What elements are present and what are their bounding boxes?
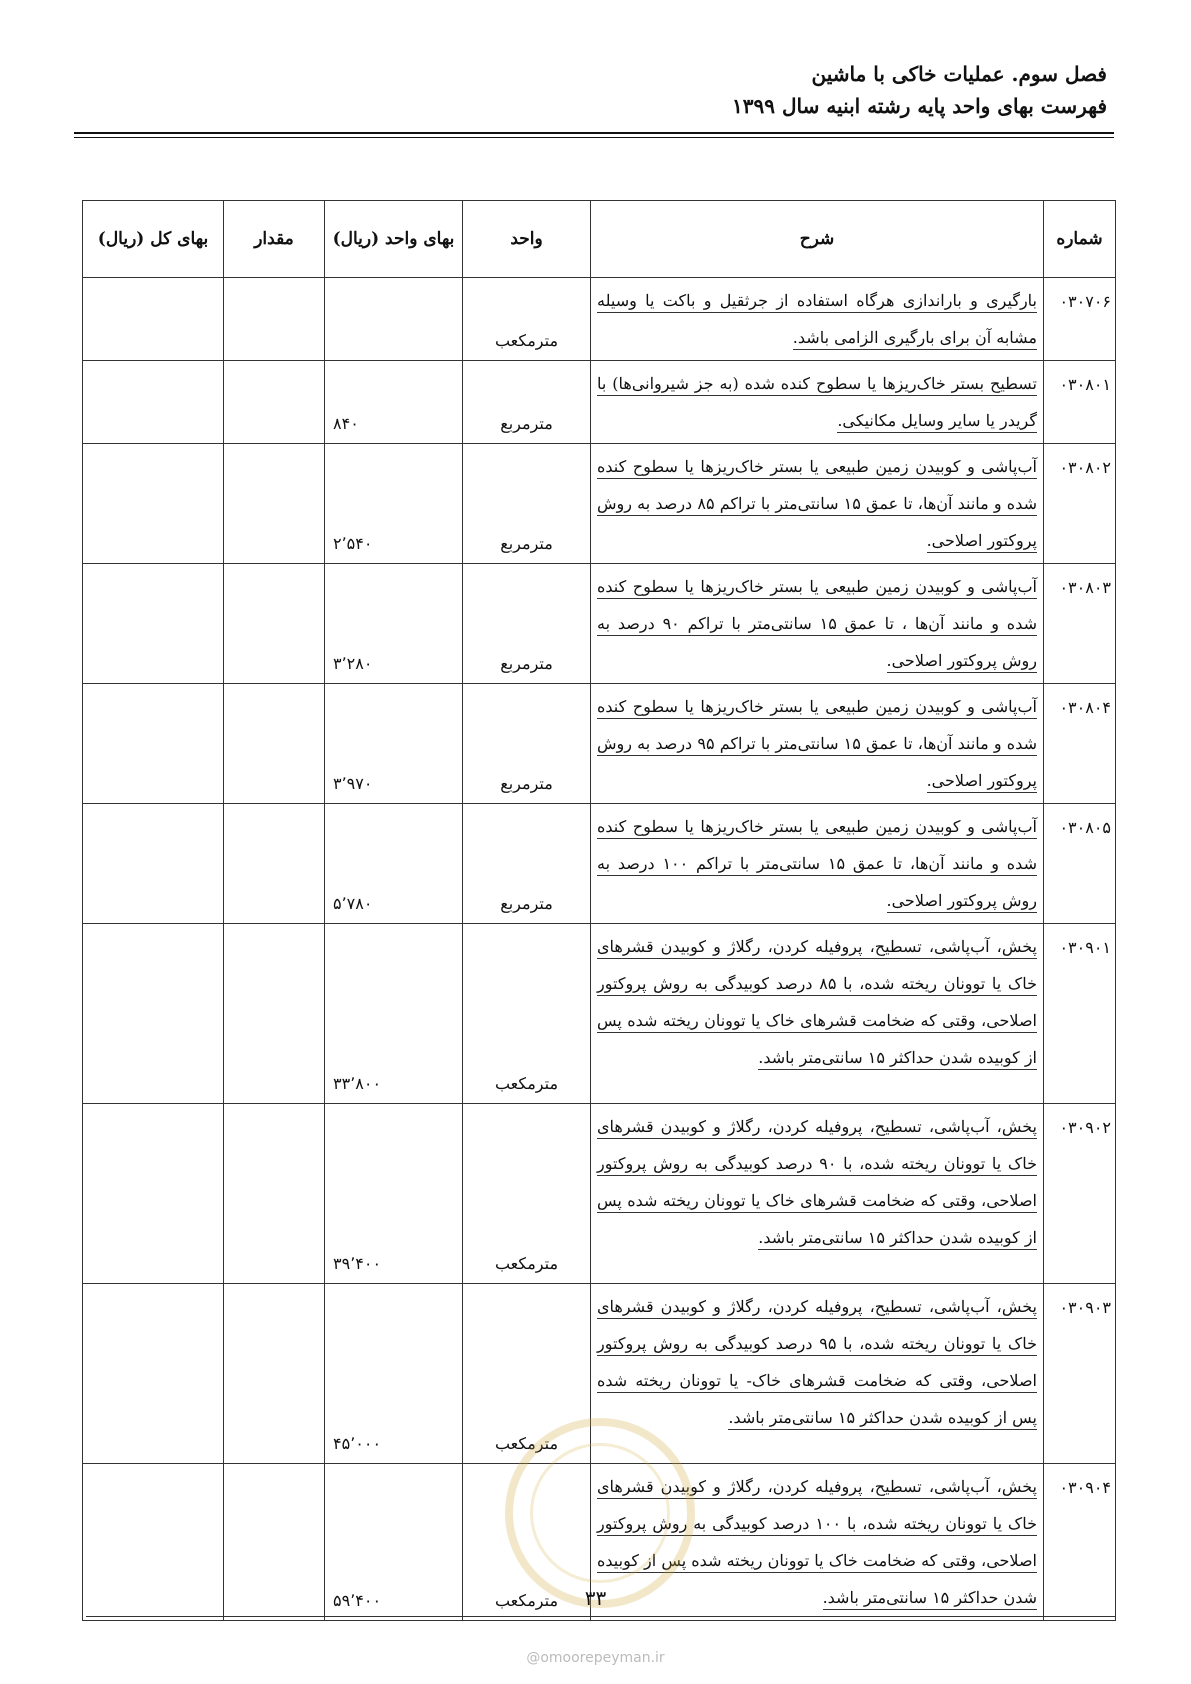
header-quantity: مقدار — [224, 201, 325, 278]
header-unit-price: بهای واحد (ریال) — [325, 201, 463, 278]
header-total-price: بهای کل (ریال) — [83, 201, 224, 278]
table-row — [83, 564, 1116, 684]
item-quantity[interactable] — [224, 564, 325, 684]
table-row — [83, 924, 1116, 1104]
chapter-title: فصل سوم. عملیات خاکی با ماشین — [811, 62, 1107, 86]
item-description-text: آب‌پاشی و کوبیدن زمین طبیعی یا بستر خاک‌ریزها یا سطوح کنده شده و مانند آن‌ها ، تا عمق ۱۵ سانتی‌متر با تراکم ۹۰ درصد به روش پروکتور اصلاحی. — [597, 577, 1037, 673]
item-code: ۰۳۰۸۰۴ — [1044, 684, 1116, 804]
item-quantity[interactable] — [224, 804, 325, 924]
item-code: ۰۳۰۹۰۱ — [1044, 924, 1116, 1104]
item-description-text: پخش، آب‌پاشی، تسطیح، پروفیله کردن، رگلاژ و کوبیدن قشرهای خاک یا توونان ریخته شده، با ۹۰ درصد کوبیدگی به روش پروکتور اصلاحی، وقتی که ضخامت قشرهای خاک یا توونان ریخته شده پس از کوبیده شدن حداکثر ۱۵ سانتی‌متر باشد. — [597, 1117, 1037, 1250]
header-rule-thin — [74, 137, 1114, 138]
item-description-text: آب‌پاشی و کوبیدن زمین طبیعی یا بستر خاک‌ریزها یا سطوح کنده شده و مانند آن‌ها، تا عمق ۱۵ سانتی‌متر با تراکم ۹۵ درصد به روش پروکتور اصلاحی. — [597, 697, 1037, 793]
header-code: شماره — [1044, 201, 1116, 278]
item-quantity[interactable] — [224, 924, 325, 1104]
item-description-text: تسطیح بستر خاک‌ریزها یا سطوح کنده شده (به جز شیروانی‌ها) با گریدر یا سایر وسایل مکانیکی. — [597, 374, 1037, 433]
seal-inner-ring-icon — [530, 1443, 670, 1583]
document-title: فهرست بهای واحد پایه رشته ابنیه سال ۱۳۹۹ — [732, 94, 1107, 118]
item-description — [591, 684, 1044, 804]
item-code: ۰۳۰۸۰۳ — [1044, 564, 1116, 684]
item-code: ۰۳۰۸۰۵ — [1044, 804, 1116, 924]
header-description: شرح — [591, 201, 1044, 278]
item-unit-price: ۳۳٬۸۰۰ — [325, 924, 463, 1104]
item-description-text: آب‌پاشی و کوبیدن زمین طبیعی یا بستر خاک‌ریزها یا سطوح کنده شده و مانند آن‌ها، تا عمق ۱۵ سانتی‌متر با تراکم ۱۰۰ درصد به روش پروکتور اصلاحی. — [597, 817, 1037, 913]
item-unit-price: ۳٬۲۸۰ — [325, 564, 463, 684]
item-unit-price: ۳۹٬۴۰۰ — [325, 1104, 463, 1284]
item-description — [591, 564, 1044, 684]
item-code: ۰۳۰۷۰۶ — [1044, 278, 1116, 361]
item-quantity[interactable] — [224, 361, 325, 444]
item-unit-price — [325, 278, 463, 361]
item-description — [591, 804, 1044, 924]
item-unit: مترمربع — [463, 684, 591, 804]
item-unit: مترمکعب — [463, 1104, 591, 1284]
table-row — [83, 444, 1116, 564]
item-unit: مترمکعب — [463, 924, 591, 1104]
item-unit: مترمربع — [463, 564, 591, 684]
header-rule-thick — [74, 132, 1114, 134]
item-description — [591, 924, 1044, 1104]
item-description — [591, 1284, 1044, 1464]
item-unit: مترمربع — [463, 444, 591, 564]
item-unit: مترمکعب — [463, 1284, 591, 1464]
item-unit: مترمکعب — [463, 278, 591, 361]
item-description — [591, 444, 1044, 564]
item-code: ۰۳۰۹۰۴ — [1044, 1464, 1116, 1621]
item-total[interactable] — [83, 804, 224, 924]
item-code: ۰۳۰۸۰۲ — [1044, 444, 1116, 564]
page-header — [67, 58, 1107, 122]
item-unit-price: ۴۵٬۰۰۰ — [325, 1284, 463, 1464]
item-code: ۰۳۰۹۰۲ — [1044, 1104, 1116, 1284]
item-quantity[interactable] — [224, 444, 325, 564]
item-total[interactable] — [83, 1104, 224, 1284]
item-quantity[interactable] — [224, 684, 325, 804]
table-row — [83, 1104, 1116, 1284]
item-unit-price: ۳٬۹۷۰ — [325, 684, 463, 804]
table-row — [83, 361, 1116, 444]
item-total[interactable] — [83, 564, 224, 684]
price-list-table — [82, 200, 1116, 1621]
item-description — [591, 361, 1044, 444]
item-unit-price: ۵۹٬۴۰۰ — [325, 1464, 463, 1621]
page-number: ۳۳ — [584, 1586, 607, 1610]
item-description-text: آب‌پاشی و کوبیدن زمین طبیعی یا بستر خاک‌ریزها یا سطوح کنده شده و مانند آن‌ها، تا عمق ۱۵ سانتی‌متر با تراکم ۸۵ درصد به روش پروکتور اصلاحی. — [597, 457, 1037, 553]
header-unit: واحد — [463, 201, 591, 278]
item-unit-price: ۵٬۷۸۰ — [325, 804, 463, 924]
item-description-text: پخش، آب‌پاشی، تسطیح، پروفیله کردن، رگلاژ و کوبیدن قشرهای خاک یا توونان ریخته شده، با ۱۰۰ درصد کوبیدگی به روش پروکتور اصلاحی، وقتی که ضخامت خاک یا توونان ریخته شده پس از کوبیده شدن حداکثر ۱۵ سانتی‌متر باشد. — [597, 1477, 1037, 1610]
item-quantity[interactable] — [224, 1284, 325, 1464]
item-description — [591, 278, 1044, 361]
item-unit: مترمکعب — [463, 1464, 591, 1621]
item-total[interactable] — [83, 924, 224, 1104]
item-unit-price: ۸۴۰ — [325, 361, 463, 444]
table-row — [83, 684, 1116, 804]
item-unit: مترمربع — [463, 361, 591, 444]
item-description-text: پخش، آب‌پاشی، تسطیح، پروفیله کردن، رگلاژ و کوبیدن قشرهای خاک یا توونان ریخته شده، با ۸۵ درصد کوبیدگی به روش پروکتور اصلاحی، وقتی که ضخامت قشرهای خاک یا توونان ریخته شده پس از کوبیده شدن حداکثر ۱۵ سانتی‌متر باشد. — [597, 937, 1037, 1070]
item-description-text: بارگیری و باراندازی هرگاه استفاده از جرثقیل و باکت یا وسیله مشابه آن برای بارگیری الزامی باشد. — [597, 291, 1037, 350]
table-row — [83, 804, 1116, 924]
item-description — [591, 1104, 1044, 1284]
item-description-text: پخش، آب‌پاشی، تسطیح، پروفیله کردن، رگلاژ و کوبیدن قشرهای خاک یا توونان ریخته شده، با ۹۵ درصد کوبیدگی به روش پروکتور اصلاحی، وقتی که ضخامت قشرهای خاک- یا توونان ریخته شده پس از کوبیده شدن حداکثر ۱۵ سانتی‌متر باشد. — [597, 1297, 1037, 1430]
item-quantity[interactable] — [224, 1104, 325, 1284]
watermark: @omoorepeyman.ir — [526, 1650, 665, 1666]
table-row — [83, 278, 1116, 361]
item-code: ۰۳۰۸۰۱ — [1044, 361, 1116, 444]
item-code: ۰۳۰۹۰۳ — [1044, 1284, 1116, 1464]
item-total[interactable] — [83, 278, 224, 361]
item-unit-price: ۲٬۵۴۰ — [325, 444, 463, 564]
item-total[interactable] — [83, 684, 224, 804]
item-quantity[interactable] — [224, 278, 325, 361]
item-total[interactable] — [83, 1284, 224, 1464]
item-total[interactable] — [83, 361, 224, 444]
item-total[interactable] — [83, 444, 224, 564]
table-header-row — [83, 201, 1116, 278]
item-unit: مترمربع — [463, 804, 591, 924]
footer-rule — [86, 1616, 1116, 1617]
